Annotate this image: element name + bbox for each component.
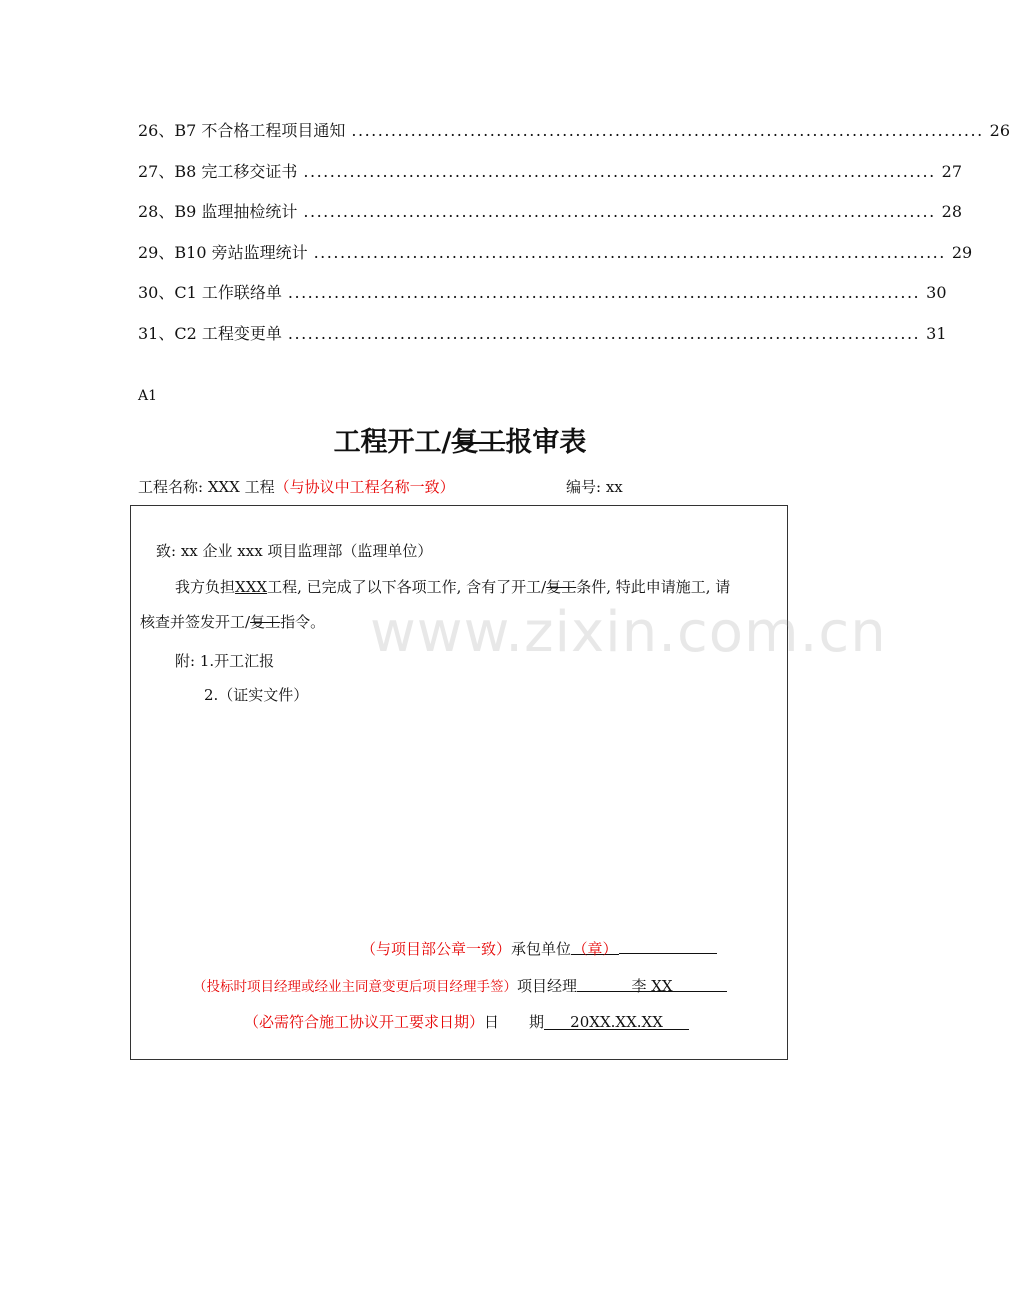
toc-title: C2 工程变更单 — [174, 323, 282, 343]
toc-page-number: 31 — [926, 323, 947, 343]
date-note: （必需符合施工协议开工要求日期） — [244, 1013, 485, 1031]
manager-note: （投标时项目经理或经业主同意变更后项目经理手签） — [193, 979, 517, 995]
toc-title: C1 工作联络单 — [174, 283, 282, 302]
toc-row[interactable] — [138, 280, 947, 321]
toc-page-number: 26 — [989, 121, 1010, 140]
toc-leader-dots: ................................................................................................ — [303, 161, 936, 181]
toc-leader-dots: ................................................................................................ — [303, 202, 936, 221]
body-text: 核查并签发开工/ — [140, 613, 251, 631]
title-part-3: 报审表 — [505, 427, 587, 458]
contractor-seal-field[interactable]: （章） — [572, 940, 618, 958]
project-name-line — [138, 476, 778, 497]
date-line — [244, 1011, 689, 1032]
document-number: 编号: xx — [566, 478, 623, 496]
strikethrough-text: 复工 — [546, 578, 577, 596]
project-name-note: （与协议中工程名称一致） — [274, 478, 455, 496]
toc-page-number: 27 — [941, 161, 963, 181]
toc-page-number: 30 — [926, 283, 947, 302]
toc-leader-dots: ................................................................................................ — [313, 242, 946, 262]
toc-page-number: 29 — [951, 242, 973, 262]
toc-number: 27、 — [138, 161, 175, 181]
table-of-contents — [138, 118, 1010, 361]
toc-title: B7 不合格工程项目通知 — [174, 121, 346, 140]
toc-title: B10 旁站监理统计 — [174, 242, 308, 262]
contractor-note: （与项目部公章一致） — [361, 940, 512, 958]
manager-label: 项目经理 — [517, 977, 578, 995]
title-part-1: 工程开工/ — [333, 427, 452, 458]
date-label: 日 期 — [484, 1013, 545, 1031]
toc-row[interactable] — [138, 159, 963, 200]
addressee-line: 致: xx 企业 xxx 项目监理部（监理单位） — [156, 542, 433, 560]
toc-page-number: 28 — [941, 202, 963, 221]
date-field[interactable]: 20XX.XX.XX — [544, 1013, 689, 1030]
attachment-1: 附: 1.开工汇报 — [175, 652, 275, 670]
toc-number: 28、 — [138, 202, 175, 221]
contractor-label: 承包单位 — [511, 940, 572, 958]
toc-title: B8 完工移交证书 — [174, 161, 298, 181]
toc-row[interactable] — [138, 199, 963, 240]
body-text: 指令。 — [280, 613, 326, 631]
strikethrough-text: 复工 — [250, 613, 281, 631]
body-text: 条件, 特此申请施工, 请 — [576, 578, 731, 596]
toc-leader-dots: ................................................................................................ — [351, 121, 984, 140]
project-name-label: 工程名称: XXX 工程 — [138, 478, 275, 496]
toc-number: 31、 — [138, 323, 175, 343]
toc-row[interactable] — [138, 321, 947, 362]
body-paragraph-line-2 — [140, 611, 325, 632]
body-text: 工程, 已完成了以下各项工作, 含有了开工/ — [267, 578, 547, 596]
toc-number: 26、 — [138, 121, 175, 140]
contractor-blank-line[interactable] — [619, 937, 717, 954]
title-strikethrough-text: 复工 — [451, 427, 506, 458]
manager-name-field[interactable]: 李 XX — [577, 975, 727, 992]
section-label: A1 — [138, 388, 158, 404]
toc-row[interactable] — [138, 118, 1010, 159]
document-title — [0, 420, 920, 459]
toc-title: B9 监理抽检统计 — [174, 202, 298, 221]
project-name-fill: XXX — [235, 578, 268, 596]
application-form-box — [130, 505, 788, 1060]
contractor-signature-line — [361, 937, 717, 959]
manager-signature-line — [193, 975, 727, 996]
toc-leader-dots: ................................................................................................ — [287, 323, 921, 343]
watermark-text: www.zixin.com.cn — [370, 600, 887, 665]
toc-leader-dots: ................................................................................................ — [287, 283, 921, 302]
toc-number: 29、 — [138, 242, 175, 262]
body-paragraph-line-1 — [175, 576, 730, 597]
toc-number: 30、 — [138, 283, 175, 302]
attachment-2: 2.（证实文件） — [204, 686, 309, 704]
body-text: 我方负担 — [175, 578, 236, 596]
toc-row[interactable] — [138, 240, 973, 281]
